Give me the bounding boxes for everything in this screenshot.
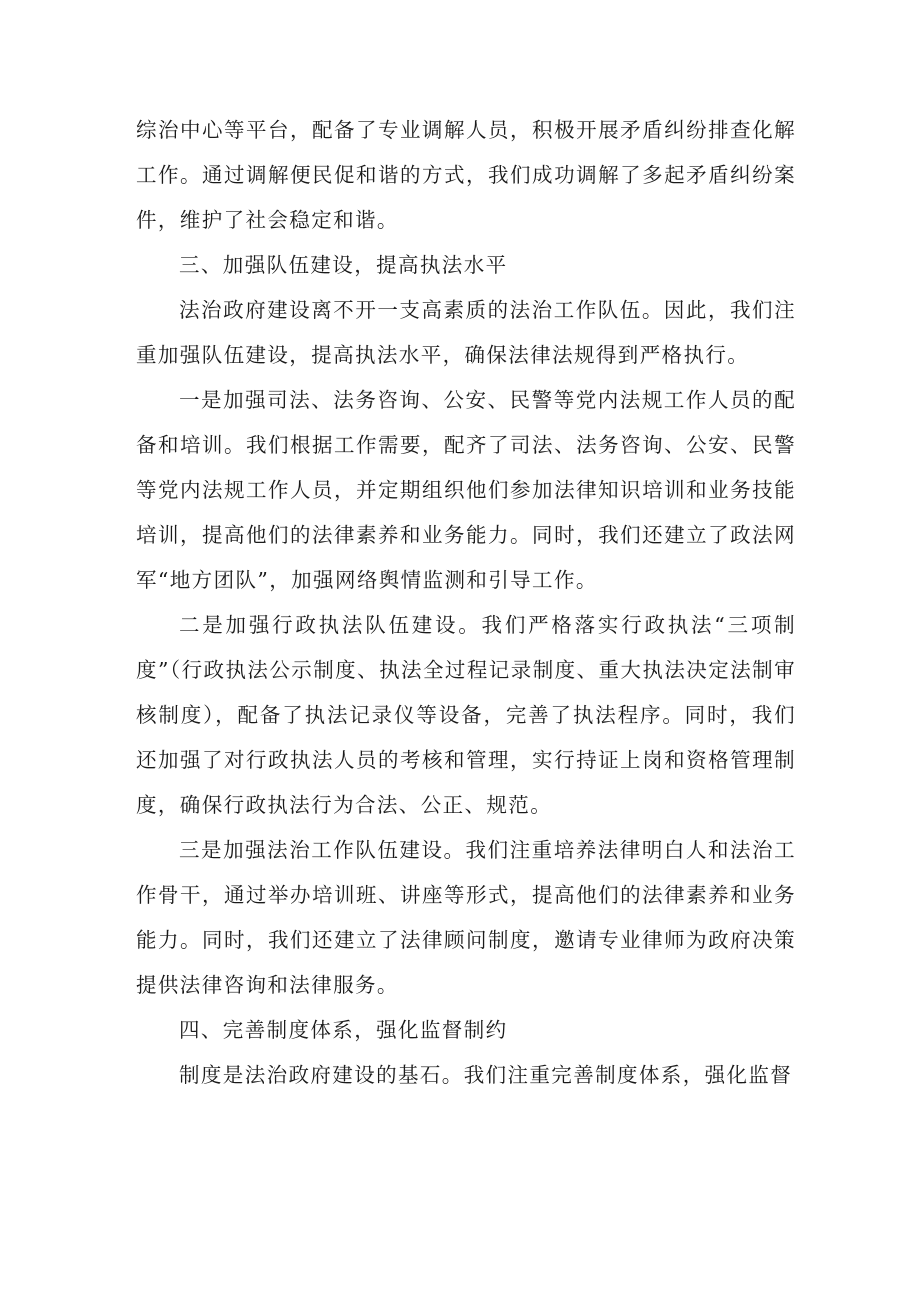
- paragraph-continuation: 综治中心等平台，配备了专业调解人员，积极开展矛盾纠纷排查化解工作。通过调解便民促和谐的方式，我们成功调解了多起矛盾纠纷案件，维护了社会稳定和谐。: [136, 118, 796, 232]
- paragraph-intro-section-4: 制度是法治政府建设的基石。我们注重完善制度体系，强化监督: [179, 1063, 793, 1087]
- section-heading-4: 四、完善制度体系，强化监督制约: [179, 1018, 508, 1042]
- paragraph-point-1: 一是加强司法、法务咨询、公安、民警等党内法规工作人员的配备和培训。我们根据工作需要，配齐了司法、法务咨询、公安、民警等党内法规工作人员，并定期组织他们参加法律知识培训和业务技能培训，提高他们的法律素养和业务能力。同时，我们还建立了政法网军“地方团队”，加强网络舆情监测和引导工作。: [136, 388, 796, 592]
- paragraph-point-2: 二是加强行政执法队伍建设。我们严格落实行政执法“三项制度”（行政执法公示制度、执法全过程记录制度、重大执法决定法制审核制度），配备了执法记录仪等设备，完善了执法程序。同时，我们还加强了对行政执法人员的考核和管理，实行持证上岗和资格管理制度，确保行政执法行为合法、公正、规范。: [136, 613, 796, 817]
- paragraph-point-3: 三是加强法治工作队伍建设。我们注重培养法律明白人和法治工作骨干，通过举办培训班、讲座等形式，提高他们的法律素养和业务能力。同时，我们还建立了法律顾问制度，邀请专业律师为政府决策提供法律咨询和法律服务。: [136, 838, 796, 997]
- document-body: [136, 108, 796, 1098]
- paragraph-intro-section-3: 法治政府建设离不开一支高素质的法治工作队伍。因此，我们注重加强队伍建设，提高执法水平，确保法律法规得到严格执行。: [136, 298, 796, 367]
- section-heading-3: 三、加强队伍建设，提高执法水平: [179, 253, 508, 277]
